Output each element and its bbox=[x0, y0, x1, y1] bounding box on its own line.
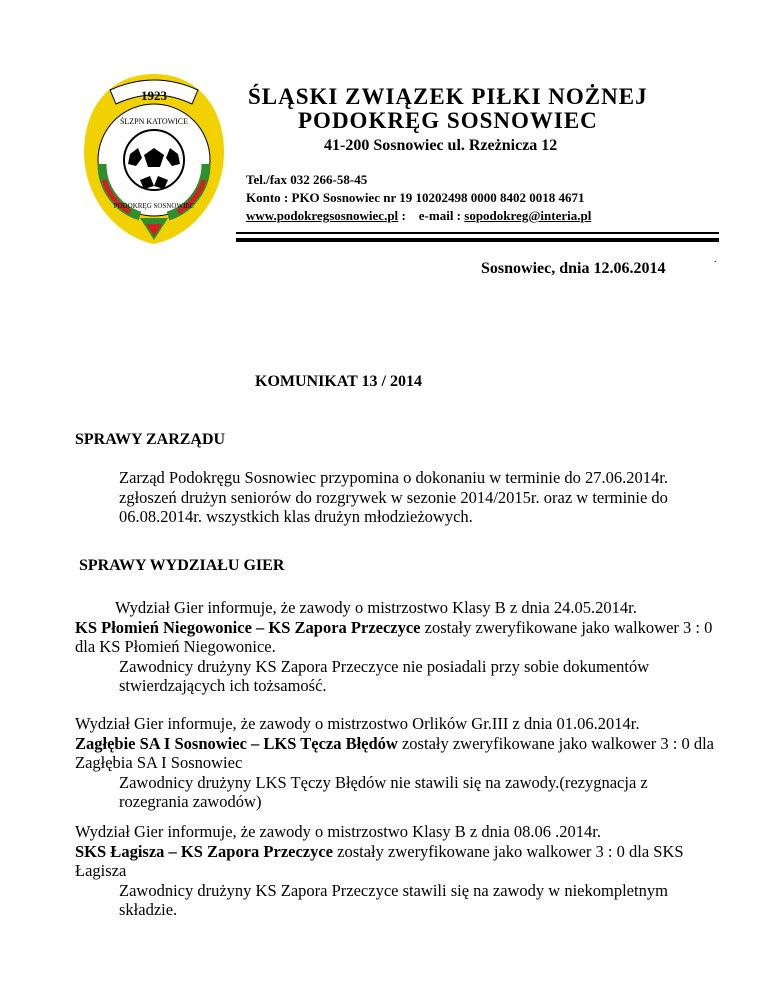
item-match: SKS Łagisza – KS Zapora Przeczyce bbox=[75, 841, 334, 861]
website-link[interactable]: www.podokregsosnowiec.pl bbox=[246, 208, 399, 223]
item-match: KS Płomień Niegowonice – KS Zapora Przeczyce bbox=[75, 617, 421, 637]
item-result bbox=[75, 842, 715, 881]
item-intro: Wydział Gier informuje, że zawody o mistrzostwo Klasy B z dnia 08.06 .2014r. bbox=[75, 822, 601, 841]
gier-item-3 bbox=[75, 822, 715, 920]
header-contact-line bbox=[246, 208, 591, 224]
item-match: Zagłębie SA I Sosnowiec – LKS Tęcza Błędów bbox=[75, 733, 398, 753]
zarzad-text: Zarząd Podokręgu Sosnowiec przypomina o dokonaniu w terminie do 27.06.2014r. zgłoszeń drużyn seniorów do rozgrywek w sezonie 2014/2015r. oraz w terminie do 06.08.2014r. wszystkich klas drużyn młodzieżowych. bbox=[119, 468, 668, 527]
item-verdict: zostały zweryfikowane jako walkower 3 : 0 dla KS Płomień Niegowonice. bbox=[75, 617, 713, 657]
item-note: Zawodnicy drużyny LKS Tęczy Błędów nie stawili się na zawody.(rezygnacja z rozegrania zawodów) bbox=[119, 772, 648, 812]
section-heading-gier: SPRAWY WYDZIAŁU GIER bbox=[79, 557, 285, 574]
item-result bbox=[75, 734, 715, 773]
item-note: Zawodnicy drużyny KS Zapora Przeczyce stawili się na zawody w niekompletnym składzie. bbox=[119, 880, 668, 920]
email-link[interactable]: sopodokreg@interia.pl bbox=[464, 208, 592, 223]
header-bank-account: Konto : PKO Sosnowiec nr 19 10202498 0000 8402 0018 4671 bbox=[246, 190, 585, 205]
header-rule-thin bbox=[236, 232, 719, 234]
item-verdict: zostały zweryfikowane jako walkower 3 : 0 dla Zagłębia SA I Sosnowiec bbox=[75, 733, 715, 773]
club-logo bbox=[80, 68, 228, 246]
header-address: 41-200 Sosnowiec ul. Rzeżnicza 12 bbox=[324, 137, 558, 154]
logo-year: 1923 bbox=[141, 88, 167, 103]
gier-item-1 bbox=[75, 598, 715, 696]
zarzad-paragraph bbox=[75, 468, 715, 527]
header-title-1: ŚLĄSKI ZWIĄZEK PIŁKI NOŻNEJ bbox=[248, 84, 648, 109]
section-heading-zarzad: SPRAWY ZARZĄDU bbox=[75, 431, 226, 448]
email-label: e-mail : bbox=[418, 208, 465, 223]
header-title-2: PODOKRĘG SOSNOWIEC bbox=[298, 108, 598, 133]
item-verdict: zostały zweryfikowane jako walkower 3 : 0 dla SKS Łagisza bbox=[75, 841, 684, 881]
gier-item-2 bbox=[75, 714, 715, 812]
item-result bbox=[75, 618, 715, 657]
document-date: Sosnowiec, dnia 12.06.2014 bbox=[481, 260, 666, 277]
stray-dot: . bbox=[714, 254, 717, 265]
header-rule-thick bbox=[236, 238, 719, 242]
separator: : bbox=[398, 208, 406, 223]
komunikat-title: KOMUNIKAT 13 / 2014 bbox=[255, 373, 422, 390]
svg-text:ŚLZPN KATOWICE: ŚLZPN KATOWICE bbox=[119, 117, 189, 126]
item-intro: Wydział Gier informuje, że zawody o mistrzostwo Klasy B z dnia 24.05.2014r. bbox=[115, 598, 637, 617]
item-intro: Wydział Gier informuje, że zawody o mistrzostwo Orlików Gr.III z dnia 01.06.2014r. bbox=[75, 714, 640, 733]
svg-text:PODOKRĘG SOSNOWIEC: PODOKRĘG SOSNOWIEC bbox=[113, 202, 195, 210]
header-tel: Tel./fax 032 266-58-45 bbox=[246, 172, 368, 187]
item-note: Zawodnicy drużyny KS Zapora Przeczyce nie posiadali przy sobie dokumentów stwierdzających ich tożsamość. bbox=[119, 656, 650, 696]
